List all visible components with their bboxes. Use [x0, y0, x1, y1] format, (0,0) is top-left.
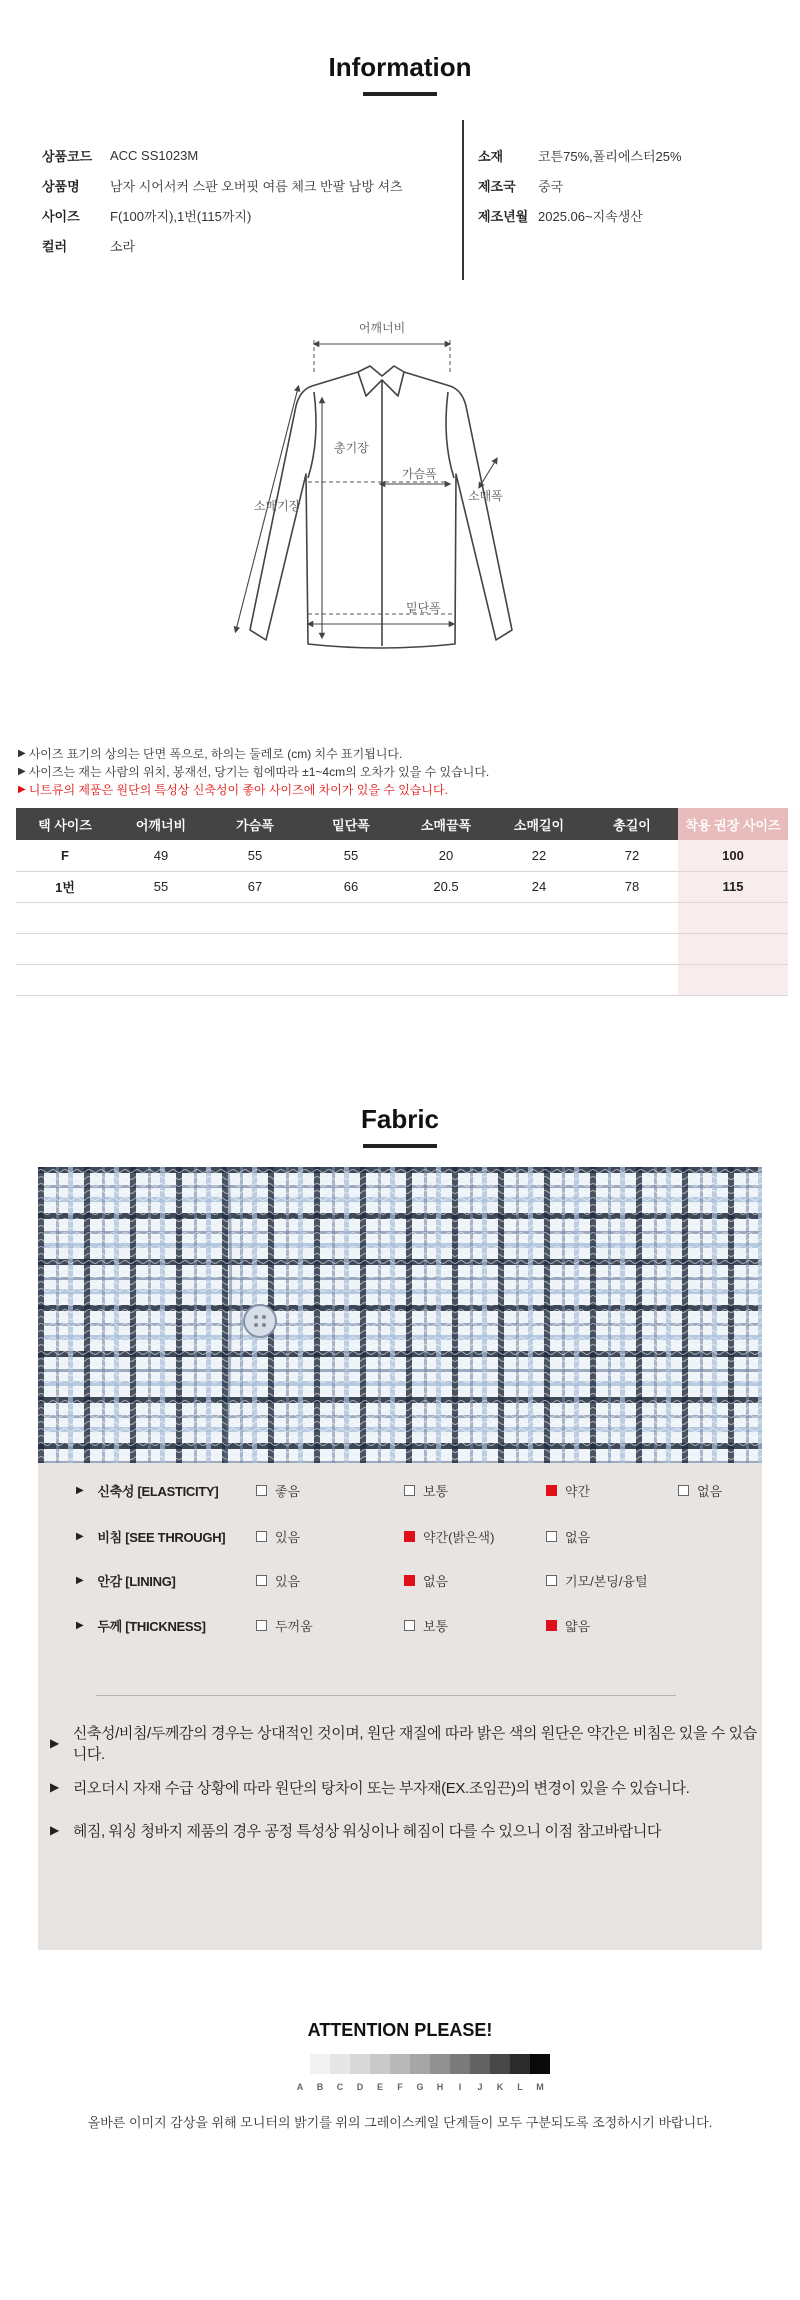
- info-value: 남자 시어서커 스판 오버핏 여름 체크 반팔 남방 셔츠: [110, 178, 403, 194]
- table-header-cell: 가슴폭: [208, 808, 302, 840]
- size-note-2: [18, 762, 489, 780]
- option-label: 보통: [423, 1483, 449, 1499]
- info-divider: [462, 120, 464, 280]
- table-row: [16, 840, 788, 871]
- property-label: [76, 1614, 206, 1636]
- table-row-empty: [16, 902, 788, 933]
- info-row-color: [42, 230, 403, 260]
- info-right-column: [478, 140, 682, 230]
- title-underline: [363, 1144, 437, 1148]
- info-key: 상품명: [42, 178, 80, 194]
- grayscale-swatch: [330, 2054, 350, 2074]
- grayscale-swatch: [310, 2054, 330, 2074]
- property-label-text: 두께 [THICKNESS]: [97, 1618, 206, 1634]
- grayscale-swatch: [350, 2054, 370, 2074]
- note-text: 니트류의 제품은 원단의 특성상 신축성이 좋아 사이즈에 차이가 있을 수 있습니다.: [28, 782, 448, 797]
- info-row-country: [478, 170, 682, 200]
- table-row: [16, 871, 788, 902]
- table-row-empty: [16, 933, 788, 964]
- triangle-icon: ▶: [76, 1619, 84, 1631]
- fabric-divider: [96, 1695, 676, 1696]
- option-checkbox[interactable]: [546, 1525, 590, 1547]
- table-cell-recommended: 100: [678, 840, 788, 871]
- info-value: F(100까지),1번(115까지): [110, 208, 252, 224]
- table-cell: 49: [114, 840, 208, 871]
- grayscale-swatch: [430, 2054, 450, 2074]
- info-key: 제조국: [478, 178, 516, 194]
- option-label: 없음: [697, 1483, 723, 1499]
- table-row-empty: [16, 964, 788, 995]
- info-key: 소재: [478, 148, 504, 164]
- property-lining: [38, 1569, 762, 1591]
- triangle-icon: ▶: [18, 747, 26, 759]
- property-elasticity: [38, 1479, 762, 1501]
- title-underline: [363, 92, 437, 96]
- checkbox-icon: [256, 1620, 267, 1631]
- option-label: 기모/본딩/융털: [565, 1573, 648, 1589]
- note-text: 사이즈는 재는 사람의 위치, 봉재선, 당기는 힘에따라 ±1~4cm의 오차가 있을 수 있습니다.: [28, 764, 490, 779]
- table-cell: 55: [208, 840, 302, 871]
- checkbox-checked-icon: [404, 1575, 415, 1586]
- grayscale-swatch: [510, 2054, 530, 2074]
- table-cell: 66: [302, 871, 400, 902]
- fabric-note-text: 리오더시 자재 수급 상황에 따라 원단의 탕차이 또는 부자재(EX.조임끈)의 변경이 있을 수 있습니다.: [72, 1779, 690, 1797]
- table-cell: 78: [586, 871, 678, 902]
- info-row-date: [478, 200, 682, 230]
- grayscale-letter: G: [416, 2082, 424, 2092]
- checkbox-icon: [546, 1575, 557, 1586]
- checkbox-checked-icon: [546, 1485, 557, 1496]
- info-value: 2025.06~지속생산: [538, 208, 643, 224]
- triangle-icon: ▶: [50, 1823, 59, 1837]
- grayscale-letter: K: [496, 2082, 504, 2092]
- option-checkbox[interactable]: [404, 1614, 448, 1636]
- property-label-text: 신축성 [ELASTICITY]: [97, 1483, 219, 1499]
- checkbox-icon: [546, 1531, 557, 1542]
- info-key: 상품코드: [42, 148, 93, 164]
- table-cell: 67: [208, 871, 302, 902]
- grayscale-swatch: [530, 2054, 550, 2074]
- option-checkbox[interactable]: [546, 1569, 648, 1591]
- table-header-cell: 총길이: [586, 808, 678, 840]
- property-label: [76, 1525, 225, 1547]
- grayscale-letter: H: [436, 2082, 444, 2092]
- table-cell: 72: [586, 840, 678, 871]
- grayscale-letter: I: [458, 2082, 462, 2092]
- grayscale-swatch: [450, 2054, 470, 2074]
- checkbox-icon: [256, 1575, 267, 1586]
- option-checkbox-checked[interactable]: [546, 1614, 590, 1636]
- option-checkbox[interactable]: [256, 1569, 300, 1591]
- info-key: 제조년월: [478, 208, 529, 224]
- triangle-icon: ▶: [18, 783, 26, 795]
- shirt-measurement-diagram: [220, 310, 560, 660]
- checkbox-icon: [256, 1531, 267, 1542]
- label-shoulder: 어깨너비: [358, 321, 406, 335]
- attention-note: 올바른 이미지 감상을 위해 모니터의 밝기를 위의 그레이스케일 단계들이 모두 구분되도록 조정하시기 바랍니다.: [87, 2115, 713, 2130]
- table-header-cell: 어깨너비: [114, 808, 208, 840]
- property-thickness: [38, 1614, 762, 1636]
- size-note-3: [18, 780, 448, 798]
- grayscale-swatch: [290, 2054, 310, 2074]
- checkbox-checked-icon: [546, 1620, 557, 1631]
- fabric-note-text: 신축성/비침/두께감의 경우는 상대적인 것이며, 원단 재질에 따라 밝은 색의 원단은 약간은 비침은 있을 수 있습니다.: [72, 1725, 757, 1763]
- table-cell: 55: [114, 871, 208, 902]
- info-key: 사이즈: [42, 208, 80, 224]
- table-header-cell: 소매끝폭: [400, 808, 492, 840]
- option-checkbox-checked[interactable]: [404, 1525, 494, 1547]
- property-see-through: [38, 1525, 762, 1547]
- option-label: 좋음: [275, 1483, 301, 1499]
- option-checkbox-checked[interactable]: [546, 1479, 590, 1501]
- info-row-material: [478, 140, 682, 170]
- table-cell: 24: [492, 871, 586, 902]
- table-header-cell: 택 사이즈: [16, 808, 114, 840]
- fabric-note-1: [50, 1725, 762, 1763]
- table-cell: 22: [492, 840, 586, 871]
- option-checkbox[interactable]: [256, 1479, 300, 1501]
- fabric-note-2: [50, 1775, 689, 1799]
- triangle-icon: ▶: [76, 1574, 84, 1586]
- option-label: 없음: [565, 1529, 591, 1545]
- label-sleeve-length: 소매기장: [254, 499, 301, 513]
- label-total-length: 총기장: [334, 441, 369, 455]
- information-title: Information: [328, 52, 472, 82]
- size-table: [16, 808, 788, 996]
- info-value: 소라: [110, 238, 136, 254]
- label-chest: 가슴폭: [402, 467, 437, 481]
- table-cell: 20.5: [400, 871, 492, 902]
- checkbox-icon: [256, 1485, 267, 1496]
- option-checkbox[interactable]: [256, 1525, 300, 1547]
- option-checkbox[interactable]: [678, 1479, 722, 1501]
- info-key: 컬러: [42, 238, 68, 254]
- grayscale-letter: F: [397, 2082, 403, 2092]
- option-label: 있음: [275, 1529, 301, 1545]
- triangle-icon: ▶: [76, 1484, 84, 1496]
- grayscale-swatch: [470, 2054, 490, 2074]
- grayscale-swatch: [390, 2054, 410, 2074]
- option-checkbox[interactable]: [256, 1614, 313, 1636]
- info-row-code: [42, 140, 403, 170]
- checkbox-icon: [678, 1485, 689, 1496]
- grayscale-strip: [290, 2054, 550, 2074]
- info-left-column: [42, 140, 403, 260]
- fabric-note-text: 헤짐, 워싱 청바지 제품의 경우 공정 특성상 워싱이나 헤짐이 다를 수 있으니 이점 참고바랍니다: [72, 1822, 662, 1840]
- property-label: [76, 1569, 176, 1591]
- checkbox-icon: [404, 1485, 415, 1496]
- option-label: 약간(밝은색): [423, 1529, 495, 1545]
- option-label: 두꺼움: [275, 1618, 313, 1634]
- fabric-panel: [38, 1167, 762, 1950]
- grayscale-swatch: [410, 2054, 430, 2074]
- grayscale-letter: L: [517, 2082, 523, 2092]
- table-cell: F: [16, 840, 114, 871]
- property-label: [76, 1479, 218, 1501]
- table-cell: 1번: [16, 871, 114, 902]
- table-header-cell: 소매길이: [492, 808, 586, 840]
- info-value: ACC SS1023M: [110, 147, 199, 163]
- option-label: 있음: [275, 1573, 301, 1589]
- grayscale-letter: D: [356, 2082, 364, 2092]
- grayscale-letter: J: [477, 2082, 483, 2092]
- label-sleeve-width: 소매폭: [468, 489, 503, 503]
- checkbox-icon: [404, 1620, 415, 1631]
- table-cell: 20: [400, 840, 492, 871]
- size-note-1: [18, 744, 402, 762]
- grayscale-swatch: [490, 2054, 510, 2074]
- info-value: 중국: [538, 178, 564, 194]
- attention-title: ATTENTION PLEASE!: [307, 2020, 493, 2040]
- option-label: 없음: [423, 1573, 449, 1589]
- grayscale-swatch: [370, 2054, 390, 2074]
- triangle-icon: ▶: [50, 1780, 59, 1794]
- info-row-size: [42, 200, 403, 230]
- table-cell: 55: [302, 840, 400, 871]
- grayscale-letter: M: [536, 2082, 544, 2092]
- grayscale-letter: A: [296, 2082, 304, 2092]
- option-label: 보통: [423, 1618, 449, 1634]
- option-label: 얇음: [565, 1618, 591, 1634]
- table-header-cell: 밑단폭: [302, 808, 400, 840]
- table-cell-recommended: 115: [678, 871, 788, 902]
- triangle-icon: ▶: [18, 765, 26, 777]
- property-label-text: 비침 [SEE THROUGH]: [97, 1529, 226, 1545]
- checkbox-checked-icon: [404, 1531, 415, 1542]
- triangle-icon: ▶: [76, 1530, 84, 1542]
- grayscale-letters: [290, 2082, 550, 2092]
- triangle-icon: ▶: [50, 1736, 59, 1750]
- grayscale-letter: B: [316, 2082, 324, 2092]
- table-header-recommended: 착용 권장 사이즈: [678, 808, 788, 840]
- info-row-name: [42, 170, 403, 200]
- fabric-swatch-image: [38, 1167, 762, 1463]
- grayscale-letter: C: [336, 2082, 344, 2092]
- option-label: 약간: [565, 1483, 591, 1499]
- grayscale-letter: E: [376, 2082, 383, 2092]
- info-value: 코튼75%,폴리에스터25%: [538, 148, 682, 164]
- option-checkbox-checked[interactable]: [404, 1569, 448, 1591]
- note-text: 사이즈 표기의 상의는 단면 폭으로, 하의는 둘레로 (cm) 치수 표기됩니다.: [28, 746, 403, 761]
- label-hem: 밑단폭: [406, 601, 441, 615]
- fabric-title: Fabric: [360, 1104, 440, 1134]
- fabric-note-3: [50, 1818, 661, 1842]
- size-table-header: [16, 808, 788, 840]
- option-checkbox[interactable]: [404, 1479, 448, 1501]
- property-label-text: 안감 [LINING]: [97, 1573, 176, 1589]
